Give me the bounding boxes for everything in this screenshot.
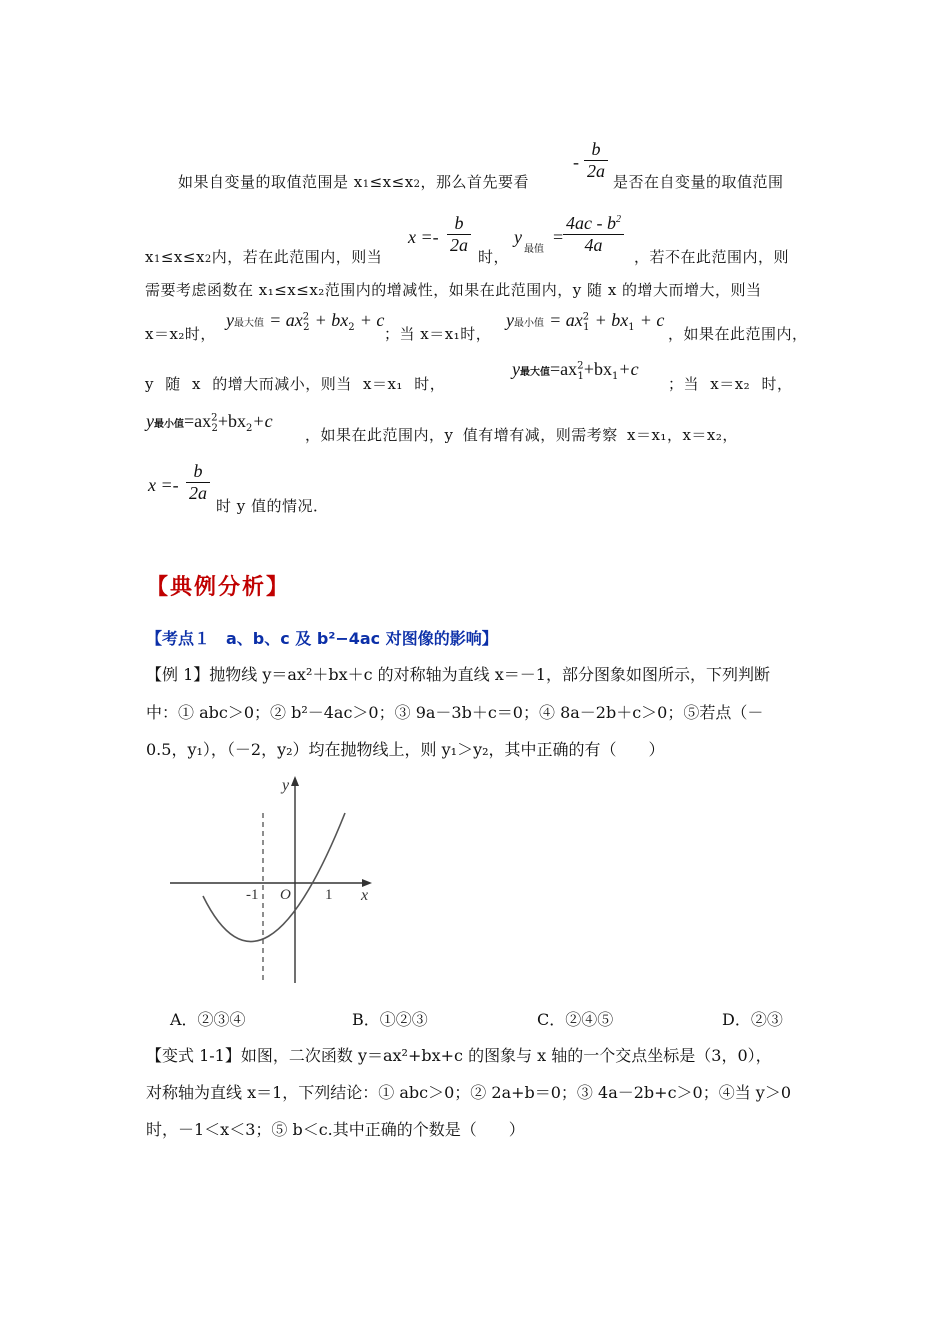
x-equals-2: x =- [148,475,179,495]
para-line-2: x1≤x≤x2内，若在此范围内，则当 [145,248,383,266]
x-axis-label: x [361,887,369,904]
para-line-4-c: ，如果在此范围内， [668,325,808,343]
equals-sign: = [553,227,564,247]
origin-label: O [280,887,291,903]
minus-sign: - [573,152,579,172]
when-label: 时， [478,248,510,266]
para-line-4-b: ；当 x＝x₁时， [384,325,492,343]
option-a[interactable]: A．②③④ [170,1010,246,1029]
para-line-5-a: y 随 x 的增大而减小，则当 x＝x₁ 时， [145,375,446,393]
variant-1-line-3: 时，－1＜x＜3；⑤ b＜c.其中正确的个数是（ ） [146,1120,525,1139]
option-c[interactable]: C．②④⑤ [537,1010,614,1029]
fraction-4ac-b2-over-4a: $\frac{4ac - b^2}{4a}$ [563,213,624,256]
parabola-graph [160,768,390,990]
para-line-4-a: x＝x₂时， [145,325,216,343]
option-b[interactable]: B．①②③ [352,1010,428,1029]
para-line-1: 如果自变量的取值范围是 x1≤x≤x2，那么首先要看 [178,173,530,191]
tick-neg1-label: -1 [246,887,259,903]
x-equals: x =- [408,227,439,247]
fraction-b-over-2a-3: $\frac{b}{2a}$ [186,461,210,504]
para-line-2-end: ，若不在此范围内，则 [634,248,790,266]
topic-1-title: 【考点１ a、b、c 及 b²−4ac 对图像的影响】 [146,629,498,648]
para-line-1-end: 是否在自变量的取值范围 [613,173,784,191]
para-line-3: 需要考虑函数在 x₁≤x≤x₂范围内的增减性，如果在此范围内，y 随 x 的增大而增大，则当 [145,281,762,299]
y-axis-label: y [282,777,290,794]
section-heading: 【典例分析】 [146,574,291,600]
ymax-formula-2: y最大值$=ax^2_1+bx_1+c$ [512,359,639,383]
example-1-line-2: 中：① abc＞0；② b²－4ac＞0；③ 9a－3b＋c＝0；④ 8a－2b＋c＞0；⑤若点（－ [146,703,764,722]
variant-1-line-1: 【变式 1-1】如图，二次函数 y＝ax²+bx+c 的图象与 x 轴的一个交点坐标是（3，0）， [146,1046,772,1065]
ymin-formula-2: y最小值$=ax^2_2+bx_2+c$ [146,411,273,435]
option-d[interactable]: D．②③ [722,1010,783,1029]
variant-1-line-2: 对称轴为直线 x＝1，下列结论：① abc＞0；② 2a+b＝0；③ 4a－2b+c＞0；④当 y＞0 [146,1083,792,1102]
para-line-7: 时 y 值的情况． [216,497,329,515]
fraction-b-over-2a-2: $\frac{b}{2a}$ [447,213,471,256]
y-most-label: 最值 [524,244,544,255]
x-axis-arrow-icon [362,879,372,887]
ymin-formula-1: y最小值 = $ax^2_1 + bx_1 + c$ [506,310,665,334]
example-1-line-1: 【例 1】抛物线 y＝ax²＋bx＋c 的对称轴为直线 x＝－1，部分图象如图所示，下列判断 [146,665,770,684]
tick-1-label: 1 [325,887,333,903]
fraction-b-over-2a: $\frac{b}{2a}$ [584,139,608,182]
para-line-6: ，如果在此范围内，y 值有增有减，则需考察 x＝x₁，x＝x₂， [305,426,738,444]
ymax-formula-1: y最大值 = $ax^2_2 + bx_2 + c$ [226,310,385,334]
example-1-line-3: 0.5，y₁），（－2，y₂）均在抛物线上，则 y₁＞y₂，其中正确的有（ ） [146,740,665,759]
y-axis-arrow-icon [291,776,299,786]
para-line-5-b: ；当 x＝x₂ 时， [668,375,793,393]
parabola-curve [203,813,345,942]
y-symbol: y [514,227,522,247]
